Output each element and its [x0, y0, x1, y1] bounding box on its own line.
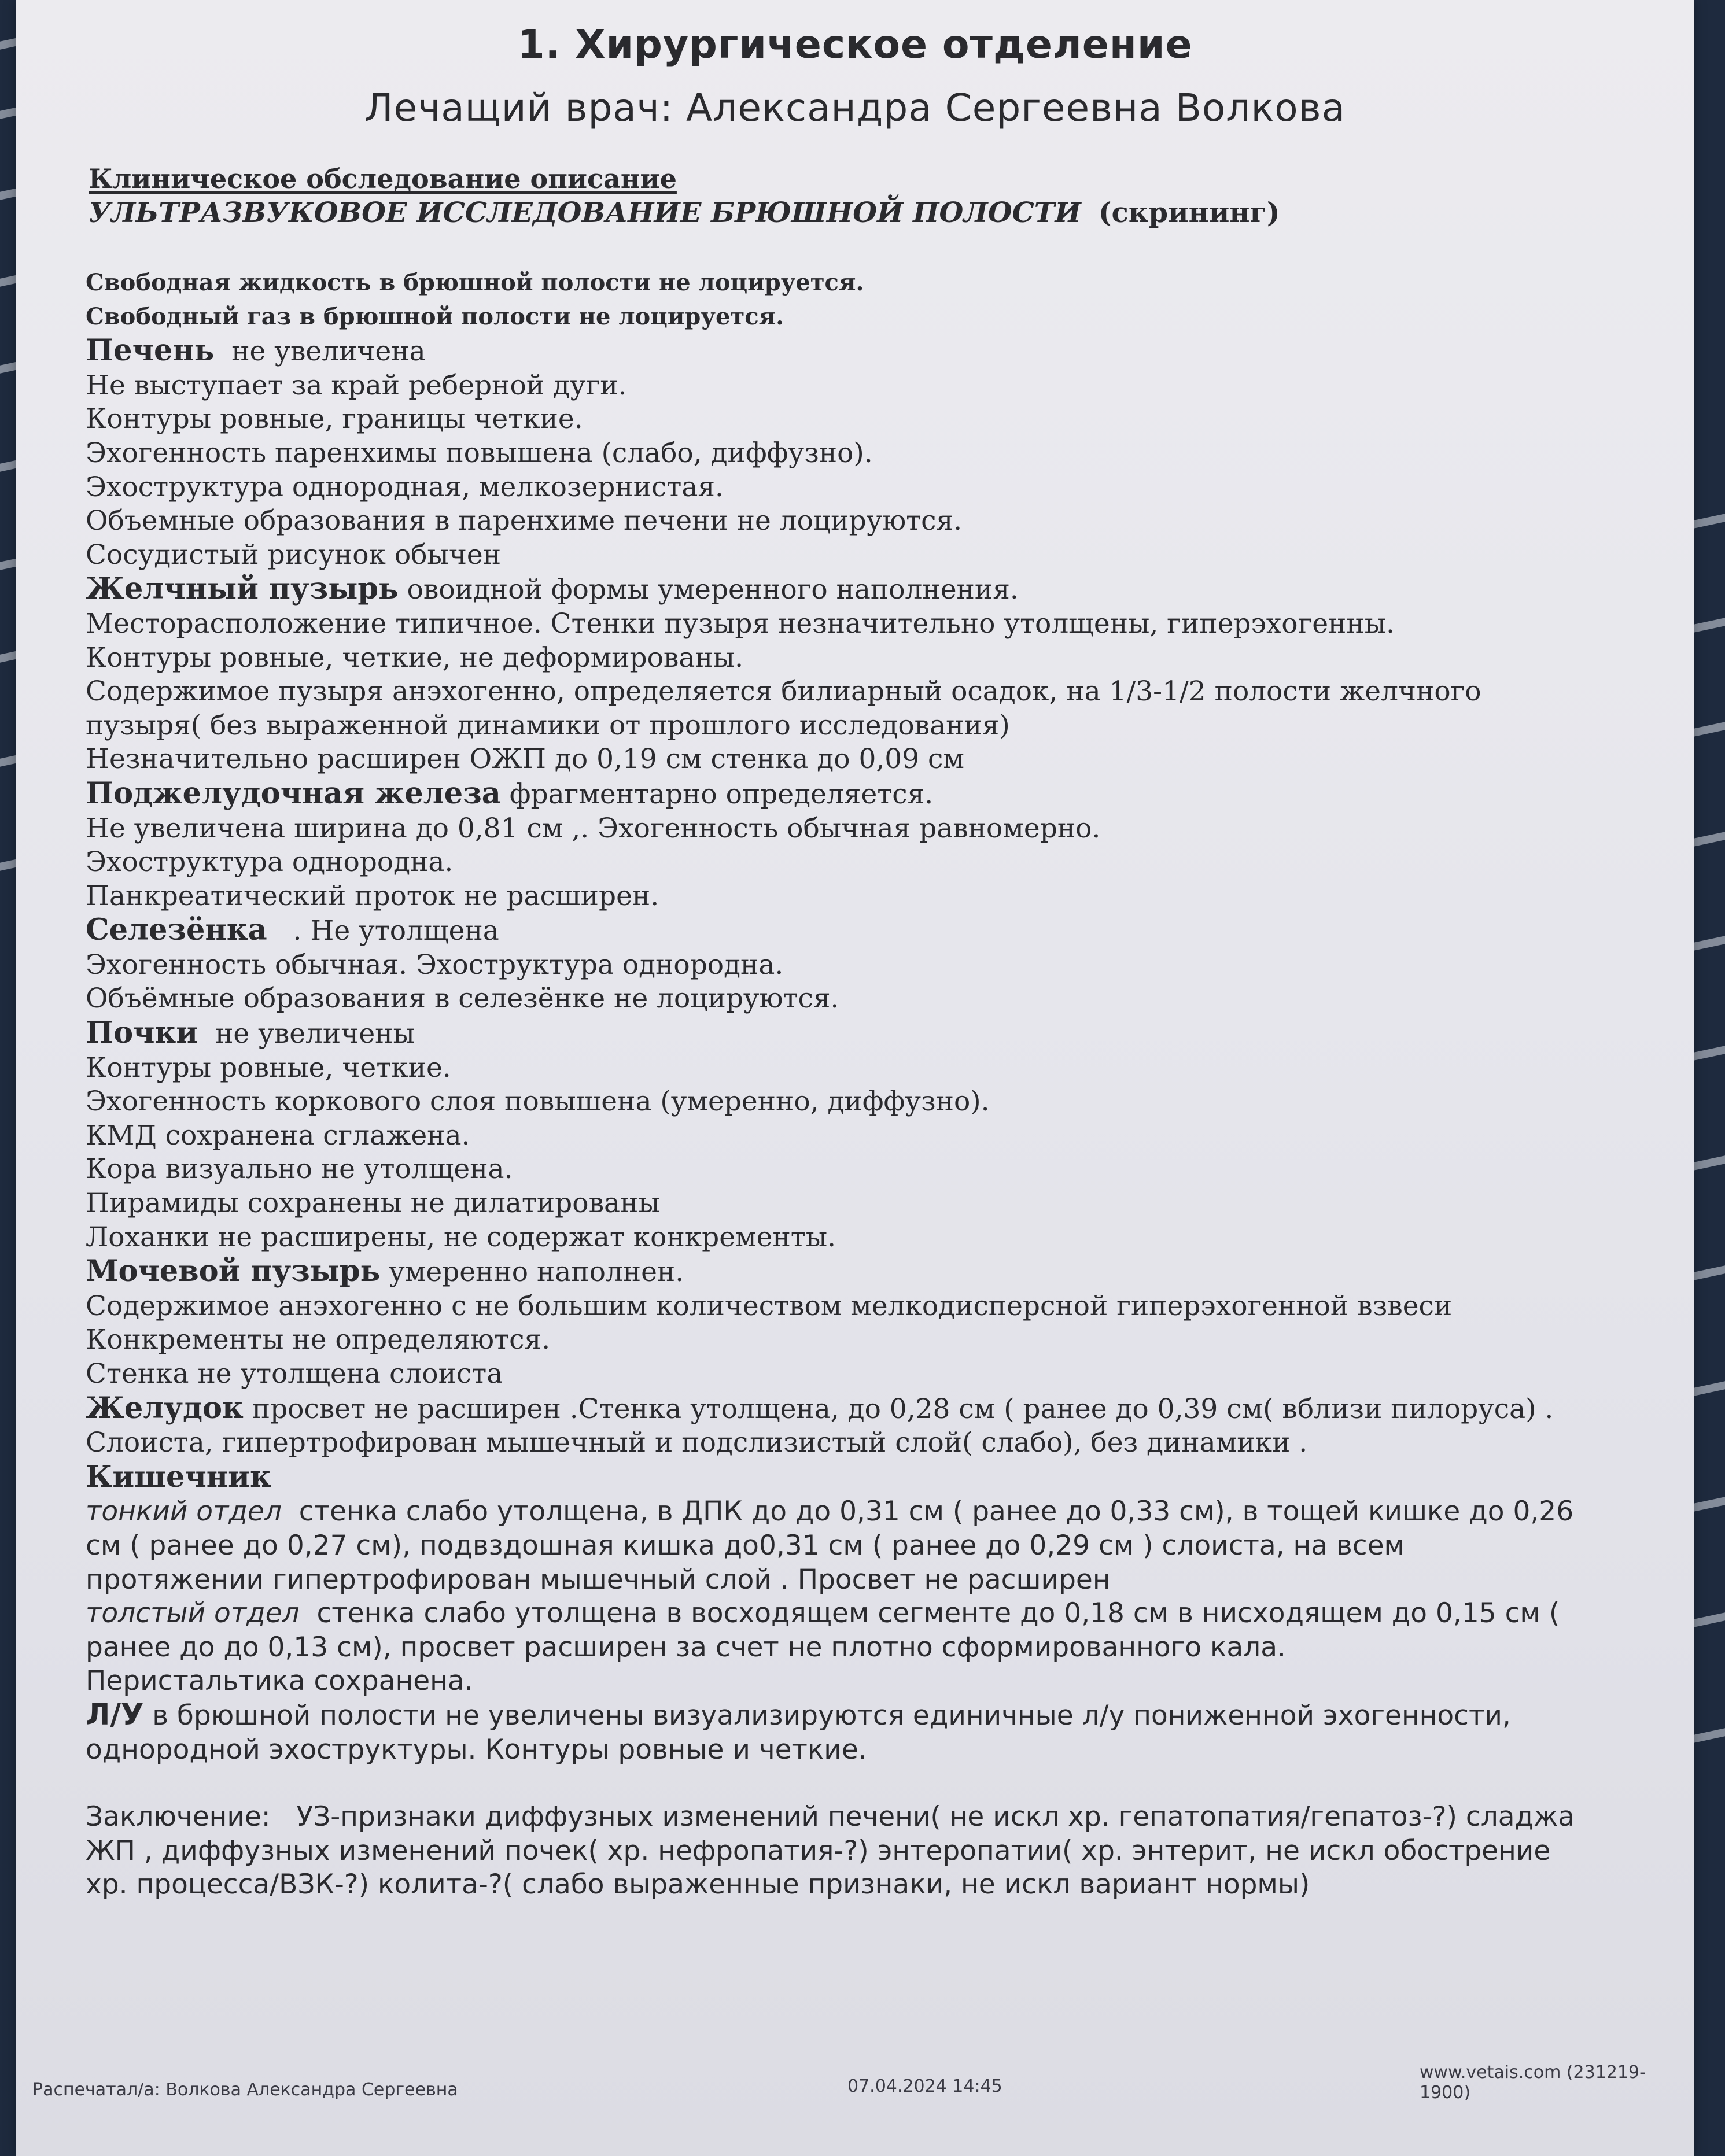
small-intestine-line: [86, 1495, 1682, 1529]
liver-line: Эхогенность паренхимы повышена (слабо, диффузно).: [86, 437, 873, 469]
liver-heading: Печень: [86, 333, 215, 368]
small-intestine-text: стенка слабо утолщена, в ДПК до до 0,31 см ( ранее до 0,33 см), в тощей кишке до 0,26: [298, 1496, 1574, 1528]
small-intestine-label: тонкий отдел: [86, 1496, 282, 1528]
liver-line: Объемные образования в паренхиме печени не лоцируются.: [86, 505, 963, 537]
gallbladder-line: Незначительно расширен ОЖП до 0,19 см стенка до 0,09 см: [86, 743, 964, 776]
large-intestine-label: толстый отдел: [86, 1597, 300, 1630]
kidneys-heading: Почки: [86, 1016, 198, 1051]
attending-doctor: Лечащий врач: Александра Сергеевна Волкова: [364, 86, 1346, 130]
footer-site: www.vetais.com (231219-1900): [1420, 2062, 1646, 2103]
bladder-heading-line: [86, 1254, 1682, 1290]
section-label: Клиническое обследование описание: [89, 163, 677, 194]
conclusion-text: УЗ-признаки диффузных изменений печени( не искл хр. гепатопатия/гепатоз-?) сладжа: [296, 1801, 1575, 1833]
exam-title-text: УЛЬТРАЗВУКОВОЕ ИССЛЕДОВАНИЕ БРЮШНОЙ ПОЛОСТИ: [89, 197, 1081, 229]
pancreas-line: Эхоструктура однородна.: [86, 846, 454, 878]
stomach-heading: Желудок: [86, 1390, 244, 1426]
pancreas-line: фрагментарно определяется.: [509, 778, 934, 810]
gallbladder-line: Содержимое пузыря анэхогенно, определяется билиарный осадок, на 1/3-1/2 полости желчного: [86, 675, 1481, 708]
bladder-heading: Мочевой пузырь: [86, 1254, 381, 1289]
conclusion-line: ЖП , диффузных изменений почек( хр. нефропатия-?) энтеропатии( хр. энтерит, не искл обострение: [86, 1834, 1551, 1867]
large-intestine-line: ранее до до 0,13 см), просвет расширен за счет не плотно сформированного кала.: [86, 1631, 1286, 1663]
liver-line: Контуры ровные, границы четкие.: [86, 403, 583, 435]
gallbladder-line: пузыря( без выраженной динамики от прошлого исследования): [86, 709, 1010, 741]
lymph-heading: Л/У: [86, 1697, 144, 1732]
large-intestine-text: стенка слабо утолщена в восходящем сегменте до 0,18 см в нисходящем до 0,15 см (: [316, 1597, 1560, 1630]
stomach-line: Слоиста, гипертрофирован мышечный и подслизистый слой( слабо), без динамики .: [86, 1427, 1308, 1459]
bladder-line: Содержимое анэхогенно с не большим количеством мелкодисперсной гиперэхогенной взвеси: [86, 1290, 1453, 1322]
bladder-line: умеренно наполнен.: [389, 1256, 684, 1289]
exam-title-suffix: (скрининг): [1098, 197, 1280, 229]
gallbladder-heading: Желчный пузырь: [86, 571, 399, 607]
lymph-heading-line: [86, 1699, 1682, 1733]
spleen-heading: Селезёнка: [86, 913, 267, 948]
pancreas-line: Не увеличена ширина до 0,81 см ,. Эхогенность обычная равномерно.: [86, 812, 1101, 844]
kidneys-line: КМД сохранена сглажена.: [86, 1119, 470, 1151]
free-gas-line: Свободный газ в брюшной полости не лоцируется.: [86, 302, 784, 330]
spleen-line: . Не утолщена: [293, 915, 499, 947]
kidneys-line: Пирамиды сохранены не дилатированы: [86, 1187, 660, 1220]
bladder-line: Конкременты не определяются.: [86, 1324, 551, 1356]
printed-by: Распечатал/а: Волкова Александра Сергеевна: [32, 2080, 458, 2100]
spleen-line: Объёмные образования в селезёнке не лоцируются.: [86, 983, 839, 1015]
kidneys-line: не увеличены: [215, 1018, 415, 1050]
document-page: [16, 0, 1694, 2156]
intestine-heading-line: [86, 1460, 1682, 1496]
stomach-heading-line: [86, 1391, 1682, 1427]
pancreas-heading-line: [86, 777, 1682, 812]
liver-heading-line: [86, 334, 1682, 369]
liver-line: Эхоструктура однородная, мелкозернистая.: [86, 471, 724, 503]
small-intestine-line: см ( ранее до 0,27 см), подвздошная кишка до0,31 см ( ранее до 0,29 см ) слоиста, на всем: [86, 1529, 1405, 1561]
kidneys-line: Эхогенность коркового слоя повышена (умеренно, диффузно).: [86, 1086, 990, 1118]
lymph-line: однородной эхоструктуры. Контуры ровные и четкие.: [86, 1733, 867, 1766]
kidneys-line: Кора визуально не утолщена.: [86, 1153, 513, 1186]
liver-line: Сосудистый рисунок обычен: [86, 538, 502, 571]
gallbladder-heading-line: [86, 572, 1682, 607]
liver-line: Не выступает за край реберной дуги.: [86, 369, 627, 401]
gallbladder-line: Месторасположение типичное. Стенки пузыря незначительно утолщены, гиперэхогенны.: [86, 607, 1395, 640]
gallbladder-line: Контуры ровные, четкие, не деформированы.: [86, 641, 744, 674]
free-fluid-line: Свободная жидкость в брюшной полости не лоцируется.: [86, 269, 864, 296]
department-title: 1. Хирургическое отделение: [517, 22, 1193, 68]
peristalsis-line: Перистальтика сохранена.: [86, 1665, 473, 1697]
lymph-line: в брюшной полости не увеличены визуализируются единичные л/у пониженной эхогенности,: [152, 1699, 1511, 1732]
pancreas-line: Панкреатический проток не расширен.: [86, 880, 659, 912]
stomach-line: просвет не расширен .Стенка утолщена, до 0,28 см ( ранее до 0,39 см( вблизи пилоруса) .: [252, 1393, 1554, 1425]
conclusion-label: Заключение:: [86, 1801, 271, 1833]
print-datetime: 07.04.2024 14:45: [847, 2076, 1002, 2096]
intestine-heading: Кишечник: [86, 1459, 271, 1494]
liver-line: не увеличена: [231, 335, 426, 368]
exam-title: [89, 197, 1280, 229]
kidneys-heading-line: [86, 1016, 1682, 1051]
conclusion-line: [86, 1800, 1682, 1834]
small-intestine-line: протяжении гипертрофирован мышечный слой . Просвет не расширен: [86, 1563, 1111, 1596]
spleen-line: Эхогенность обычная. Эхоструктура однородна.: [86, 948, 784, 981]
gallbladder-line: овоидной формы умеренного наполнения.: [407, 574, 1019, 606]
large-intestine-line: [86, 1597, 1682, 1631]
conclusion-line: хр. процесса/ВЗК-?) колита-?( слабо выраженные признаки, не искл вариант нормы): [86, 1869, 1310, 1901]
report-body: [86, 266, 1682, 1902]
pancreas-heading: Поджелудочная железа: [86, 776, 501, 811]
kidneys-line: Контуры ровные, четкие.: [86, 1051, 451, 1084]
spleen-heading-line: [86, 913, 1682, 948]
kidneys-line: Лоханки не расширены, не содержат конкременты.: [86, 1221, 836, 1253]
bladder-line: Стенка не утолщена слоиста: [86, 1358, 503, 1390]
